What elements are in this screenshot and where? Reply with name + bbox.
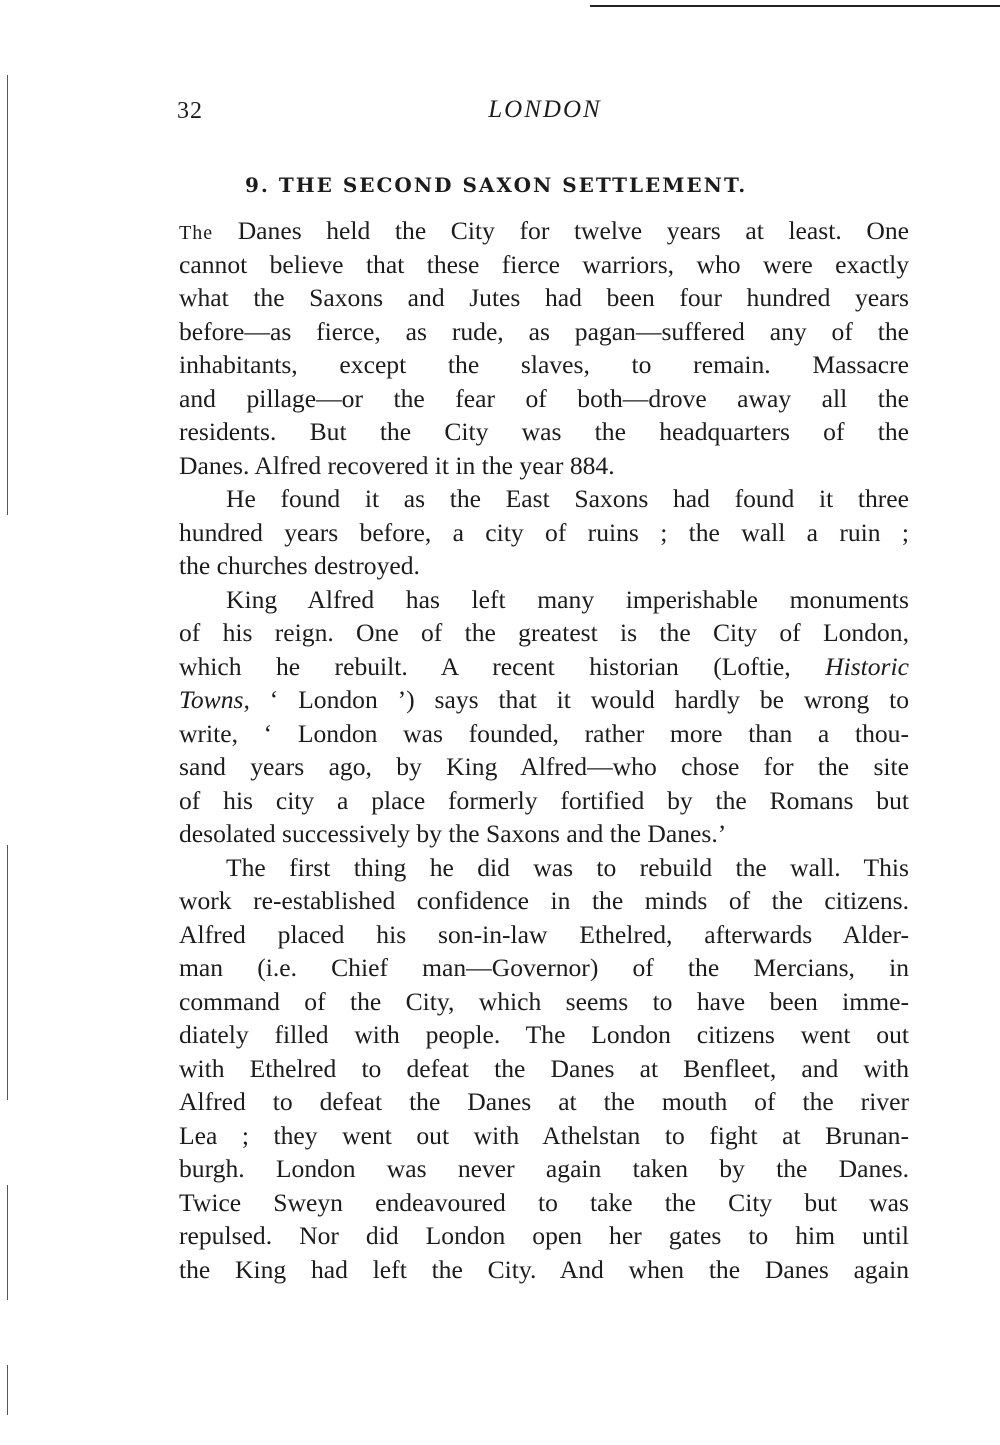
text-line: diately filled with people. The London citizens went out [179,1020,909,1049]
top-rule [590,5,1000,7]
page-edge-mark [7,75,8,515]
text-line: before—as fierce, as rude, as pagan—suffered any of the [179,316,909,346]
text-line: write, ‘ London was founded, rather more than a thou- [179,718,909,748]
page-edge-mark [7,1365,8,1415]
text-line: what the Saxons and Jutes had been four hundred years [179,283,909,312]
text-line: of his reign. One of the greatest is the City of London, [179,618,909,647]
italic-title: Towns, [179,685,250,714]
text-line: burgh. London was never again taken by the Danes. [179,1154,909,1183]
text-line: man (i.e. Chief man—Governor) of the Mercians, in [179,953,909,982]
section-title: 9. THE SECOND SAXON SETTLEMENT. [245,173,748,197]
text-line: work re-established confidence in the minds of the citizens. [179,886,909,915]
text-line: command of the City, which seems to have been imme- [179,986,909,1016]
text-line: residents. But the City was the headquarters of the [179,417,909,446]
text-line: the King had left the City. And when the Danes again [179,1254,909,1284]
small-caps-word: The [179,222,214,244]
text-line: which he rebuilt. A recent historian (Loftie, Historic [179,651,909,681]
text-line: Alfred to defeat the Danes at the mouth of the river [179,1087,909,1116]
text-line: and pillage—or the fear of both—drove away all the [179,383,909,413]
text-line: He found it as the East Saxons had found it three [226,484,909,513]
text-line: Danes. Alfred recovered it in the year 884. [179,450,615,480]
body-text [179,214,909,1286]
text-line: hundred years before, a city of ruins ; the wall a ruin ; [179,517,909,547]
text-line: desolated successively by the Saxons and the Danes.’ [179,819,727,848]
text-line: King Alfred has left many imperishable monuments [226,584,909,614]
text-line: Twice Sweyn endeavoured to take the City but was [179,1187,909,1217]
text-line: The Danes held the City for twelve years at least. One [179,216,909,245]
page-edge-mark [7,845,8,1100]
text-line: sand years ago, by King Alfred—who chose for the site [179,752,909,781]
text-line: of his city a place formerly fortified by the Romans but [179,785,909,815]
text-line: Alfred placed his son-in-law Ethelred, afterwards Alder- [179,919,909,949]
text-line: repulsed. Nor did London open her gates to him until [179,1221,909,1250]
text-line: the churches destroyed. [179,551,420,580]
page-edge-mark [7,1185,8,1300]
text-line: Towns, ‘ London ’) says that it would hardly be wrong to [179,685,909,714]
text-line: The first thing he did was to rebuild the wall. This [226,852,909,882]
text-line: Lea ; they went out with Athelstan to fight at Brunan- [179,1120,909,1150]
running-title: LONDON [488,96,602,123]
text-line: with Ethelred to defeat the Danes at Benfleet, and with [179,1053,909,1083]
page-number: 32 [177,98,203,124]
italic-title: Historic [825,651,909,681]
text-line: cannot believe that these fierce warriors, who were exactly [179,249,909,279]
text-line: inhabitants, except the slaves, to remain. Massacre [179,350,909,379]
